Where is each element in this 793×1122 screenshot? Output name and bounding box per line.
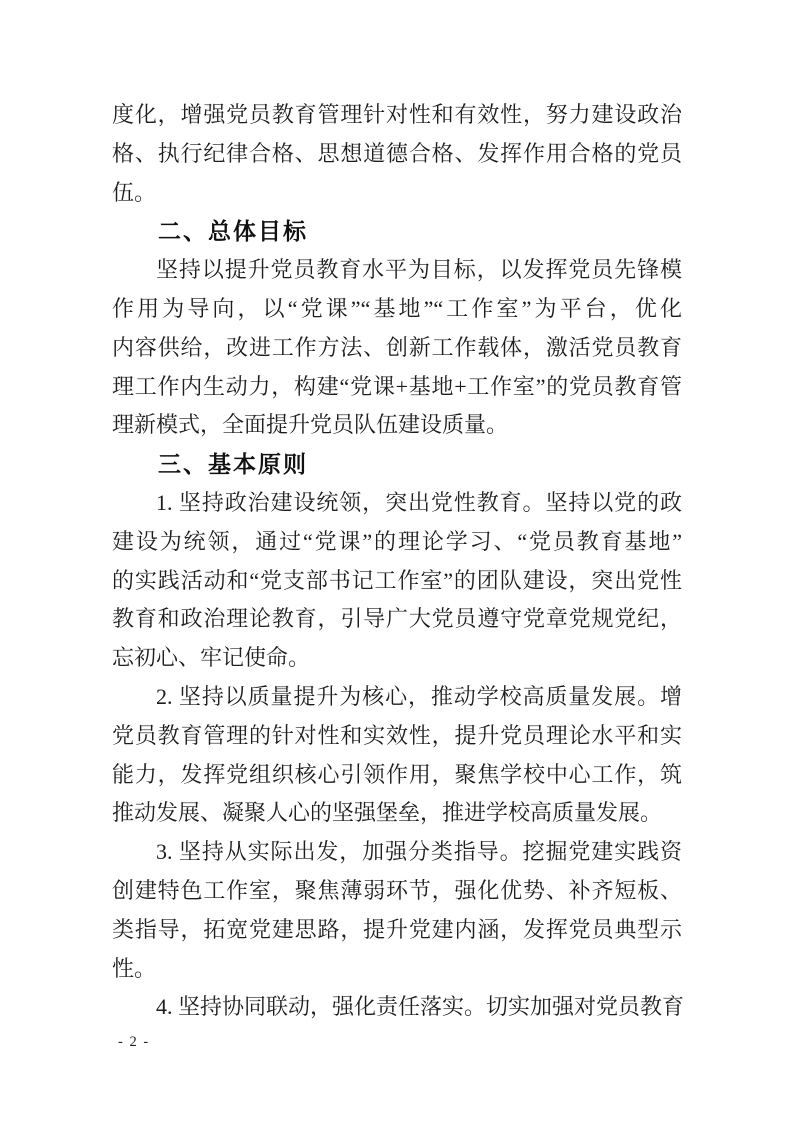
section-heading-overall-goal: 二、总体目标 <box>158 218 308 245</box>
intro-paragraph-line: 伍。 <box>112 179 157 205</box>
principle-4-line: 4. 坚持协同联动，强化责任落实。切实加强对党员教育 <box>156 994 685 1020</box>
intro-paragraph-line: 格、执行纪律合格、思想道德合格、发挥作用合格的党员 <box>112 140 682 166</box>
document-text-block <box>112 96 685 1027</box>
principle-3-line: 3. 坚持从实际出发，加强分类指导。挖掘党建实践资 <box>156 839 682 865</box>
principle-2-line: 推动发展、凝聚人心的坚强堡垒，推进学校高质量发展。 <box>112 800 663 826</box>
section2-paragraph-line: 作用为导向，以“党课”“基地”“工作室”为平台，优化 <box>112 295 682 321</box>
section-heading-basic-principles: 三、基本原则 <box>158 451 308 478</box>
page-number: - 2 - <box>118 1034 150 1050</box>
principle-1-line: 的实践活动和“党支部书记工作室”的团队建设，突出党性 <box>112 567 682 593</box>
principle-2-line: 党员教育管理的针对性和实效性，提升党员理论水平和实 <box>112 722 682 748</box>
section2-paragraph-line: 内容供给，改进工作方法、创新工作载体，激活党员教育 <box>112 334 682 360</box>
section2-paragraph-line: 理工作内生动力，构建“党课+基地+工作室”的党员教育管 <box>112 373 682 399</box>
section2-paragraph-line: 理新模式，全面提升党员队伍建设质量。 <box>112 412 509 438</box>
principle-1-line: 忘初心、牢记使命。 <box>112 645 311 671</box>
intro-paragraph-line: 度化，增强党员教育管理针对性和有效性，努力建设政治 <box>112 102 682 127</box>
principle-3-line: 性。 <box>112 955 157 981</box>
principle-1-line: 建设为统领，通过“党课”的理论学习、“党员教育基地” <box>112 528 682 554</box>
principle-2-line: 2. 坚持以质量提升为核心，推动学校高质量发展。增 <box>156 683 682 709</box>
principle-3-line: 类指导，拓宽党建思路，提升党建内涵，发挥党员典型示 <box>112 916 682 942</box>
principle-2-line: 能力，发挥党组织核心引领作用，聚焦学校中心工作，筑 <box>112 761 682 787</box>
principle-1-line: 教育和政治理论教育，引导广大党员遵守党章党规党纪， <box>112 606 682 632</box>
principle-3-line: 创建特色工作室，聚焦薄弱环节，强化优势、补齐短板、 <box>112 877 682 903</box>
section2-paragraph-line: 坚持以提升党员教育水平为目标，以发挥党员先锋模 <box>156 257 682 283</box>
principle-1-line: 1. 坚持政治建设统领，突出党性教育。坚持以党的政 <box>156 489 682 515</box>
